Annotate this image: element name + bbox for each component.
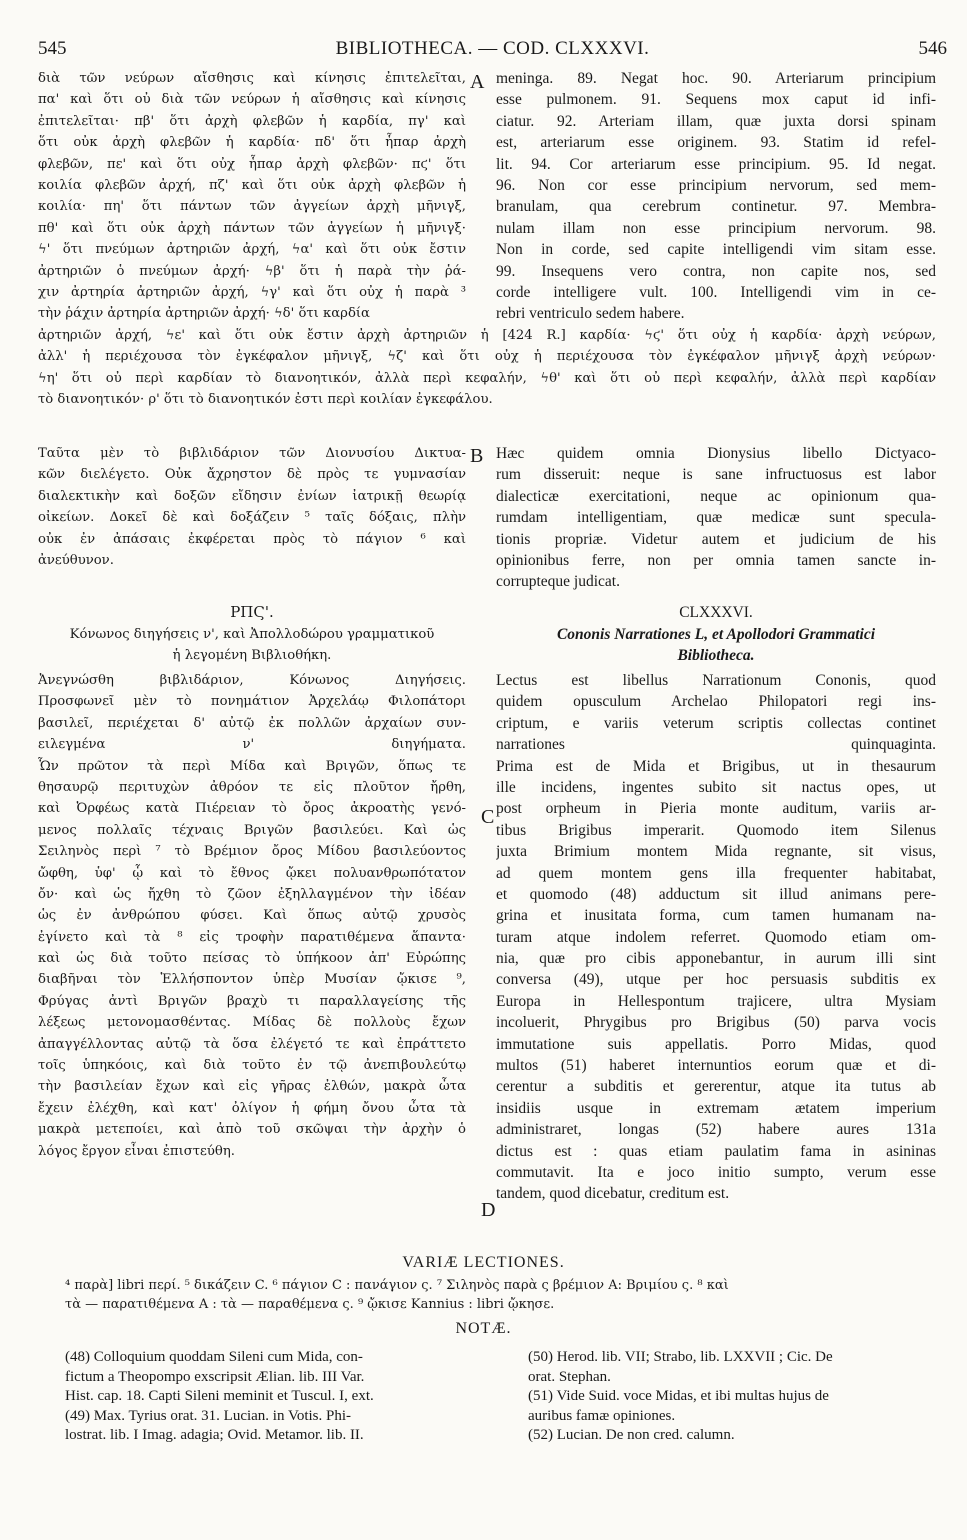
greek-text-line: φλεβῶν, πε' καὶ ὅτι οὐχ ἧπαρ ἀρχὴ φλεβῶν· πϛ' ὅτι <box>38 156 466 172</box>
latin-text-line: corde intelligere vult. 100. Intelligendi vim in ce- <box>496 283 936 301</box>
greek-text-line: ἀρτηριῶν ὁ πνεύμων ἀρχή· ϟβ' ὅτι ἡ παρὰ τὴν ῥά- <box>38 263 466 279</box>
latin-text-line: est, arteriarum esse originem. 93. Statim id refel- <box>496 134 936 152</box>
latin-text-line: incoluerit, Phrygibus pro Brigibus (50) parva vocis <box>496 1014 936 1032</box>
latin-text-line: multos (51) haberet internuntios eorum quæ et di- <box>496 1057 936 1075</box>
greek-text-line: θησαυρῷ περιτυχὼν ἀθρόον τε εἰς πλοῦτον ἤρθη, <box>38 779 466 795</box>
notae-left-column <box>65 1348 485 1446</box>
greek-text-line: διαλεκτικὴν καὶ δοξῶν εἴδησιν ἐνίων ἰατρικῇ θεωρίᾳ <box>38 488 466 504</box>
greek-text-line: χιν ἀρτηρία ἀρτηριῶν ἀρχή, ϟγ' καὶ ὅτι οὐχ ἡ παρὰ ³ <box>38 284 466 300</box>
greek-text-line: ὤφθη, ὑφ' ᾧ καὶ τὸ ἔθνος ᾤκει πολυανθρωπότατον <box>38 865 466 881</box>
running-title: BIBLIOTHECA. — COD. CLXXXVI. <box>335 38 650 59</box>
note-line: (49) Max. Tyrius orat. 31. Lucian. in Votis. Phi- <box>65 1407 352 1424</box>
latin-text-line: ciatur. 92. Arteriam illam, quæ juxta dorsi spinam <box>496 112 936 130</box>
latin-text-line: meninga. 89. Negat hoc. 90. Arteriarum principium <box>496 70 936 87</box>
latin-text-line: 99. Insequens vero contra, non capite nos, sed <box>496 262 936 280</box>
section-marker-d: D <box>481 1199 496 1221</box>
latin-text-line: rumdam intelligentiam, quæ medicæ sunt specula- <box>496 509 936 527</box>
latin-text-line: nia, quæ pro cibis apponebantur, in aurum illi sint <box>496 950 936 968</box>
greek-text-line: ἔχειν ἐλέχθη, καὶ κατ' ὀλίγον ἡ φήμη ὄνου ὦτα τὰ <box>38 1100 466 1116</box>
latin-text-line: juxta Brimium montem Mida regnante, sit visus, <box>496 843 936 861</box>
greek-text-line: τοῖς ὑπηκόοις, καὶ διὰ τοῦτο ἐν τῷ ἀνεπιβουλεύτῳ <box>38 1058 466 1074</box>
greek-codex-title <box>38 624 466 667</box>
latin-column-body <box>496 670 936 1205</box>
latin-text-line: et quomodo (48) adductum sit illud animans pere- <box>496 885 936 903</box>
greek-text-line: τὸ διανοητικόν· ρ' ὅτι τὸ διανοητικόν ἐστι περὶ κοιλίαν ἐγκεφάλου. <box>38 392 493 408</box>
latin-text-line: Lectus est libellus Narrationum Cononis, quod <box>496 672 936 689</box>
latin-text-line: dictus est : quas etiam paulatim fama in asininas <box>496 1142 936 1160</box>
greek-text-line: μενος πολλαῖς τέχναις Βριγῶν βασιλεύει. Καὶ ὡς <box>38 822 466 838</box>
latin-text-line: tandem, quod dicebatur, creditum est. <box>496 1185 730 1203</box>
latin-text-line: 96. Non cor esse principium nervorum, sed mem- <box>496 176 936 194</box>
greek-text-line: μακρὰ μετεποίει, καὶ ἀπὸ τοῦ σκῶψαι τὴν ἀρχὴν ὁ <box>38 1122 466 1138</box>
latin-text-line: rum disseruit: neque is sane infructuosus est labor <box>496 466 936 484</box>
greek-text-line: ϟ' ὅτι πνεύμων ἀρτηριῶν ἀρχή, ϟα' καὶ ὅτι οὐκ ἔστιν <box>38 242 466 258</box>
left-page-number: 545 <box>38 38 67 59</box>
latin-text-line: post orpheum in Pieria monte auditum, variis ar- <box>496 800 936 818</box>
latin-text-line: conversa (49), utque per hoc persuasis subditis ex <box>496 971 936 989</box>
greek-text-line: κοιλία φλεβῶν ἀρχή, πζ' καὶ ὅτι οὐκ ἀρχὴ φλεβῶν ἡ <box>38 177 466 193</box>
greek-text-line: ἀπαγγέλλοντας αὐτῷ τὰ ὅσα ἐλέγετό τε καὶ ἐπράττετο <box>38 1036 466 1052</box>
greek-text-line: τὴν βασιλείαν ἔχων καὶ εἰς γῆρας ἐλθών, μακρὰ ὦτα <box>38 1079 466 1095</box>
note-line: orat. Stephan. <box>528 1368 611 1385</box>
latin-text-line: Prima est de Mida et Brigibus, ut in thesaurum <box>496 757 936 775</box>
greek-text-line: Σειληνὸς περὶ ⁷ τὸ Βρέμιον ὄρος Μίδου βασιλεύοντος <box>38 844 466 860</box>
greek-column-conclusion <box>38 443 466 571</box>
note-line: lostrat. lib. I Imag. adagia; Ovid. Metamor. lib. II. <box>65 1427 364 1443</box>
greek-text-line: διὰ τῶν νεύρων αἴσθησις καὶ κίνησις ἐπιτελεῖται, <box>38 71 466 86</box>
latin-text-line: immutatione suis appellatis. Porro Midas, quod <box>496 1035 936 1053</box>
greek-text-line: βασιλεῖ, περιέχεται δ' αὐτῷ ἐκ πολλῶν ἀρχαίων συν- <box>38 715 466 731</box>
page-header <box>38 38 947 60</box>
latin-text-line: corrupteque judicat. <box>496 573 620 591</box>
greek-text-line: Ἀνεγνώσθη βιβλιδάριον, Κόνωνος Διηγήσεις. <box>38 673 466 688</box>
variant-reading-line: ⁴ παρὰ] libri περί. ⁵ δικάζειν C. ⁶ πάγιον C : πανάγιον ς. ⁷ Σιληνὸς παρὰ ς βρέμιον A: Βριμίου ς. ⁸ καὶ <box>65 1278 729 1293</box>
latin-text-line: dialecticæ exercitationi, neque ac opinionum qua- <box>496 487 936 505</box>
right-page-number: 546 <box>918 38 947 59</box>
latin-text-line: quidem opusculum Archelao Philopatori regi ins- <box>496 693 936 711</box>
greek-text-line: λόγος ἔργον εἶναι ἐπιστεύθη. <box>38 1143 235 1159</box>
greek-text-line: ειλεγμένα ν' διηγήματα. <box>38 737 466 753</box>
greek-text-line: οἰκείων. Δοκεῖ δὲ καὶ δοξάζειν ⁵ ταῖς δόξαις, πλὴν <box>38 510 466 526</box>
latin-text-line: administraret, longas (52) habere aures 131a <box>496 1121 936 1139</box>
note-line: (52) Lucian. De non cred. calumn. <box>528 1427 735 1443</box>
greek-text-line: ἀνεύθυνον. <box>38 552 114 568</box>
latin-text-line: branulam, qua cerebrum continetur. 97. Membra- <box>496 198 936 216</box>
latin-codex-title <box>496 624 936 667</box>
greek-full-width-block <box>38 325 936 411</box>
latin-text-line: rebri ventriculo sedem habere. <box>496 305 685 323</box>
greek-text-line: ὡς ἐν ἀνθρώπου φύσει. Καὶ ὅπως αὐτῷ χρυσὸς <box>38 908 466 924</box>
note-line: (51) Vide Suid. voce Midas, et ibi multas hujus de <box>528 1388 829 1404</box>
latin-text-line: narrationes quinquaginta. <box>496 736 936 754</box>
greek-text-line: Ταῦτα μὲν τὸ βιβλιδάριον τῶν Διονυσίου Δικτυα- <box>38 446 466 461</box>
note-line: (48) Colloquium quoddam Sileni cum Mida, con- <box>65 1349 363 1365</box>
greek-text-line: καὶ ὡς διὰ τοῦτο πείσας τὸ ὑπήκοον ἀπ' Εὐρώπης <box>38 951 466 967</box>
greek-text-line: τὴν ῥάχιν ἀρτηρία ἀρτηριῶν ἀρχή· ϟδ' ὅτι καρδία <box>38 306 370 322</box>
variae-lectiones-text <box>65 1276 947 1314</box>
greek-text-line: λέξεως μετονομασθέντας. Μίδας δὲ πολλοὺς ἔχων <box>38 1015 466 1031</box>
notae-right-column <box>528 1348 938 1446</box>
latin-text-line: ille incidens, ingentes subito sit nactus opes, ut <box>496 778 936 796</box>
greek-text-line: ἀρτηριῶν ἀρχή, ϟε' καὶ ὅτι οὐκ ἔστιν ἀρχὴ ἀρτηριῶν ἡ [424 R.] καρδία· ϟϛ' ὅτι οὐχ ἡ καρδία· ἀρχὴ νεύρων, <box>38 328 936 343</box>
section-marker-c: C <box>481 806 495 828</box>
latin-text-line: Hæc quidem omnia Dionysius libello Dictyaco- <box>496 445 936 462</box>
greek-text-line: ὅτι οὐκ ἀρχὴ φλεβῶν ἡ καρδία· πδ' ὅτι ἧπαρ ἀρχὴ <box>38 135 466 151</box>
latin-text-line: esse pulmonem. 91. Sequens mox caput id infi- <box>496 91 936 109</box>
greek-text-line: ϟη' ὅτι οὐ περὶ καρδίαν τὸ διανοητικόν, ἀλλὰ περὶ κεφαλήν, ϟθ' καὶ ὅτι οὐ περὶ κεφαλήν, ἀλλὰ περὶ καρδίαν <box>38 370 936 386</box>
greek-text-line: κῶν διελέγετο. Οὐκ ἄχρηστον δὲ πρὸς τε γυμνασίαν <box>38 467 466 483</box>
variant-reading-line: τὰ — παρατιθέμενα A : τὰ — παραθέμενα ς. ⁹ ᾤκισε Kannius : libri ᾤκησε. <box>65 1297 555 1312</box>
greek-text-line: ἐπιτελεῖται· πβ' ὅτι ἀρχὴ φλεβῶν ἡ καρδία, πγ' καὶ <box>38 113 466 129</box>
latin-text-line: Non in corde, sed capite intelligendi vim sitam esse. <box>496 241 936 259</box>
latin-text-line: lit. 94. Cor arteriarum esse principium. 95. Id negat. <box>496 155 936 173</box>
latin-text-line: turam atque indolem referret. Quomodo etiam om- <box>496 928 936 946</box>
greek-text-line: Ὧν πρῶτον τὰ περὶ Μίδα καὶ Βριγῶν, ὅπως τε <box>38 758 466 774</box>
latin-title-line: Bibliotheca. <box>677 647 755 665</box>
notae-heading: NOTÆ. <box>455 1320 512 1337</box>
greek-title-line: Κόνωνος διηγήσεις ν', καὶ Ἀπολλοδώρου γραμματικοῦ <box>69 627 435 642</box>
latin-text-line: grina et inusitata forma, cum tamen humanam na- <box>496 907 936 925</box>
note-line: (50) Herod. lib. VII; Strabo, lib. LXXVII ; Cic. De <box>528 1349 833 1365</box>
latin-text-line: nulam illam non esse principium nervorum. 98. <box>496 219 936 237</box>
greek-text-line: ἐγίνετο καὶ τὰ ⁸ εἰς τροφὴν παρατιθέμενα ἅπαντα· <box>38 929 466 945</box>
section-marker-b: B <box>470 445 484 467</box>
section-marker-a: A <box>470 71 485 93</box>
greek-text-line: πα' καὶ ὅτι οὐ διὰ τῶν νεύρων ἡ αἴσθησις καὶ κίνησις <box>38 92 466 108</box>
greek-title-line: ἡ λεγομένη Βιβλιοθήκη. <box>172 648 332 664</box>
greek-text-line: Φρύγας ἀντὶ Βριγῶν βραχὺ τι παραλλαγείσης τῆς <box>38 993 466 1009</box>
greek-column-top <box>38 68 466 325</box>
greek-text-line: Προσφωνεῖ μὲν τὸ πονημάτιον Ἀρχελάῳ Φιλοπάτορι <box>38 694 466 710</box>
greek-column-body <box>38 670 466 1162</box>
latin-text-line: tionis propriæ. Videtur autem et judicium de his <box>496 530 936 548</box>
note-line: Hist. cap. 18. Capti Sileni meminit et Tuscul. I, ext. <box>65 1388 374 1404</box>
greek-text-line: κοιλία· πη' ὅτι πάντων τῶν ἀγγείων ἀρχὴ μῆνιγξ, <box>38 199 466 215</box>
latin-text-line: cerentur a subditis et gererentur, atque ita tutus ab <box>496 1078 936 1096</box>
greek-text-line: διαβῆναι τὸν Ἑλλήσποντον ὑπὲρ Μυσίαν ᾤκισε ⁹, <box>38 972 466 988</box>
latin-text-line: opinionibus ferre, non per omnia tamen sancte in- <box>496 551 936 569</box>
latin-text-line: insidiis usque in extremam ætatem imperium <box>496 1099 936 1117</box>
latin-text-line: ad quem montem gens illa frequenter habitabat, <box>496 864 936 882</box>
greek-codex-number: ΡΠϚ'. <box>230 603 274 621</box>
greek-text-line: καὶ Ὀρφέως κατὰ Πιέρειαν τὸ ὄρος ἀκροατὴς γενό- <box>38 801 466 817</box>
latin-text-line: commutavit. Ita e joco initio sumpto, verum esse <box>496 1163 936 1181</box>
variae-lectiones-heading: VARIÆ LECTIONES. <box>402 1254 565 1271</box>
note-line: fictum a Theopompo exscripsit Ælian. lib. III Var. <box>65 1368 365 1385</box>
note-line: auribus famæ opiniones. <box>528 1407 676 1424</box>
latin-text-line: criptum, e variis veterum scriptis collectas continet <box>496 714 936 732</box>
latin-codex-number: CLXXXVI. <box>679 604 753 621</box>
latin-title-line: Cononis Narrationes L, et Apollodori Grammatici <box>556 626 876 643</box>
greek-text-line: οὐκ ἐν ἀπάσαις ἐκφέρεται πρὸς τὸ πάγιον ⁶ καὶ <box>38 531 466 547</box>
greek-text-line: πθ' καὶ ὅτι οὐκ ἀρχὴ πάντων τῶν ἀγγείων ἡ μῆνιγξ· <box>38 220 466 236</box>
latin-text-line: tibus Brigibus imperarit. Quomodo item Silenus <box>496 821 936 839</box>
latin-column-top <box>496 68 936 325</box>
greek-text-line: ὄν· καὶ ὡς ἤχθη τὸ ζῶον ἐξηλλαγμένον τὴν ἰδέαν <box>38 886 466 902</box>
greek-text-line: ἀλλ' ἡ περιέχουσα τὸν ἐγκέφαλον μῆνιγξ, ϟζ' καὶ ὅτι οὐχ ἡ περιέχουσα τὸν ἐγκέφαλον μῆνιγξ ἀρχὴ νεύρων· <box>38 349 936 365</box>
latin-text-line: Europa in Hellespontum trajicere, ultra Mysiam <box>496 992 936 1010</box>
latin-column-conclusion <box>496 443 936 593</box>
